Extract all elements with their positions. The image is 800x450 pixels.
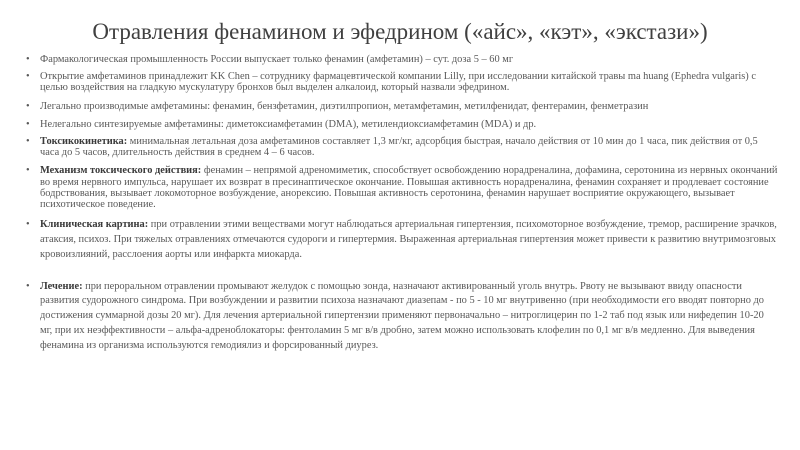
bullet-text: Фармакологическая промышленность России выпускает только фенамин (амфетамин) – сут. доза 5 – 60 мг [40,54,514,65]
bullet-item [26,136,778,158]
bullet-text: Легально производимые амфетамины: фенамин, бензфетамин, диэтилпропион, метамфетамин, метилфенидат, фентерамин, фенметразин [40,100,649,112]
bullet-item [26,165,778,210]
bullet-heading: Клиническая картина: [40,219,149,231]
bullet-list [26,54,778,354]
bullet-item [26,280,778,354]
bullet-item [26,71,778,93]
slide-title: Отравления фенамином и эфедрином («айс», «кэт», «экстази») [92,19,708,44]
bullet-text: Нелегально синтезируемые амфетамины: диметоксиамфетамин (DMA), метилендиоксиамфетамин (MDA) и др. [40,118,537,130]
bullet-text: минимальная летальная доза амфетаминов составляет 1,3 мг/кг, адсорбция быстрая, начало действия от 10 мин до 1 часа, пик действия от 0,5 часа до 5 часов, длительность действия в среднем 4 – 6 часов. [40,136,758,159]
bullet-heading: Лечение: [40,280,83,292]
bullet-text: при отравлении этими веществами могут наблюдаться артериальная гипертензия, психомоторное возбуждение, тремор, расширение зрачков, атаксия, психоз. При тяжелых отравлениях отмечаются судороги и гипертермия. Выраженная артериальная гипертензия может привести к развитию внутримозговых кровоизлияний, расслоения аорты или инфаркта миокарда. [40,219,777,260]
bullet-heading: Токсикокинетика: [40,136,128,148]
bullet-item [26,218,778,262]
bullet-heading: Механизм токсического действия: [40,165,202,177]
bullet-item [26,54,778,65]
bullet-item [26,101,778,112]
bullet-text: при пероральном отравлении промывают желудок с помощью зонда, назначают активированный уголь внутрь. Рвоту не вызывают ввиду опасности развития судорожного синдрома. При возбуждении и развитии психоза назначают диазепам - по 5 - 10 мг внутривенно (при необходимости его вводят повторно до достижения суммарной дозы 20 мг). Для лечения артериальной гипертензии применяют первоначально – нитроглицерин по 1-2 таб под язык или нифедепин 10-20 мг, при их неэффективности – альфа-адреноблокаторы: фентоламин 5 мг в/в дробно, затем можно использовать клофелин по 0,1 мг в/в медленно. Для выведения фенамина из организма используются гемодиялиз и форсированный диурез. [40,280,764,351]
bullet-text: Открытие амфетаминов принадлежит KK Chen – сотруднику фармацевтической компании Lilly, при исследовании китайской травы ma huang (Ephedra vulgaris) с целью воздействия на гладкую мускулатуру бронхов был выделен алкалоид, который назвали эфедрином. [40,71,756,94]
bullet-text: фенамин – непрямой адреномиметик, способствует освобождению норадреналина, дофамина, серотонина из нервных окончаний во время нервного импульса, нарушает их возврат в пресинаптическое окончание. Повышая активность норадреналина, фенамин сохраняет и продлевает состояние бодрствования, вызывает локомоторное возбуждение, анорексию. Повышая активность серотонина, фенамин нарушает восприятие окружающего, вызывает психотическое поведение. [40,165,778,211]
bullet-item [26,119,778,130]
